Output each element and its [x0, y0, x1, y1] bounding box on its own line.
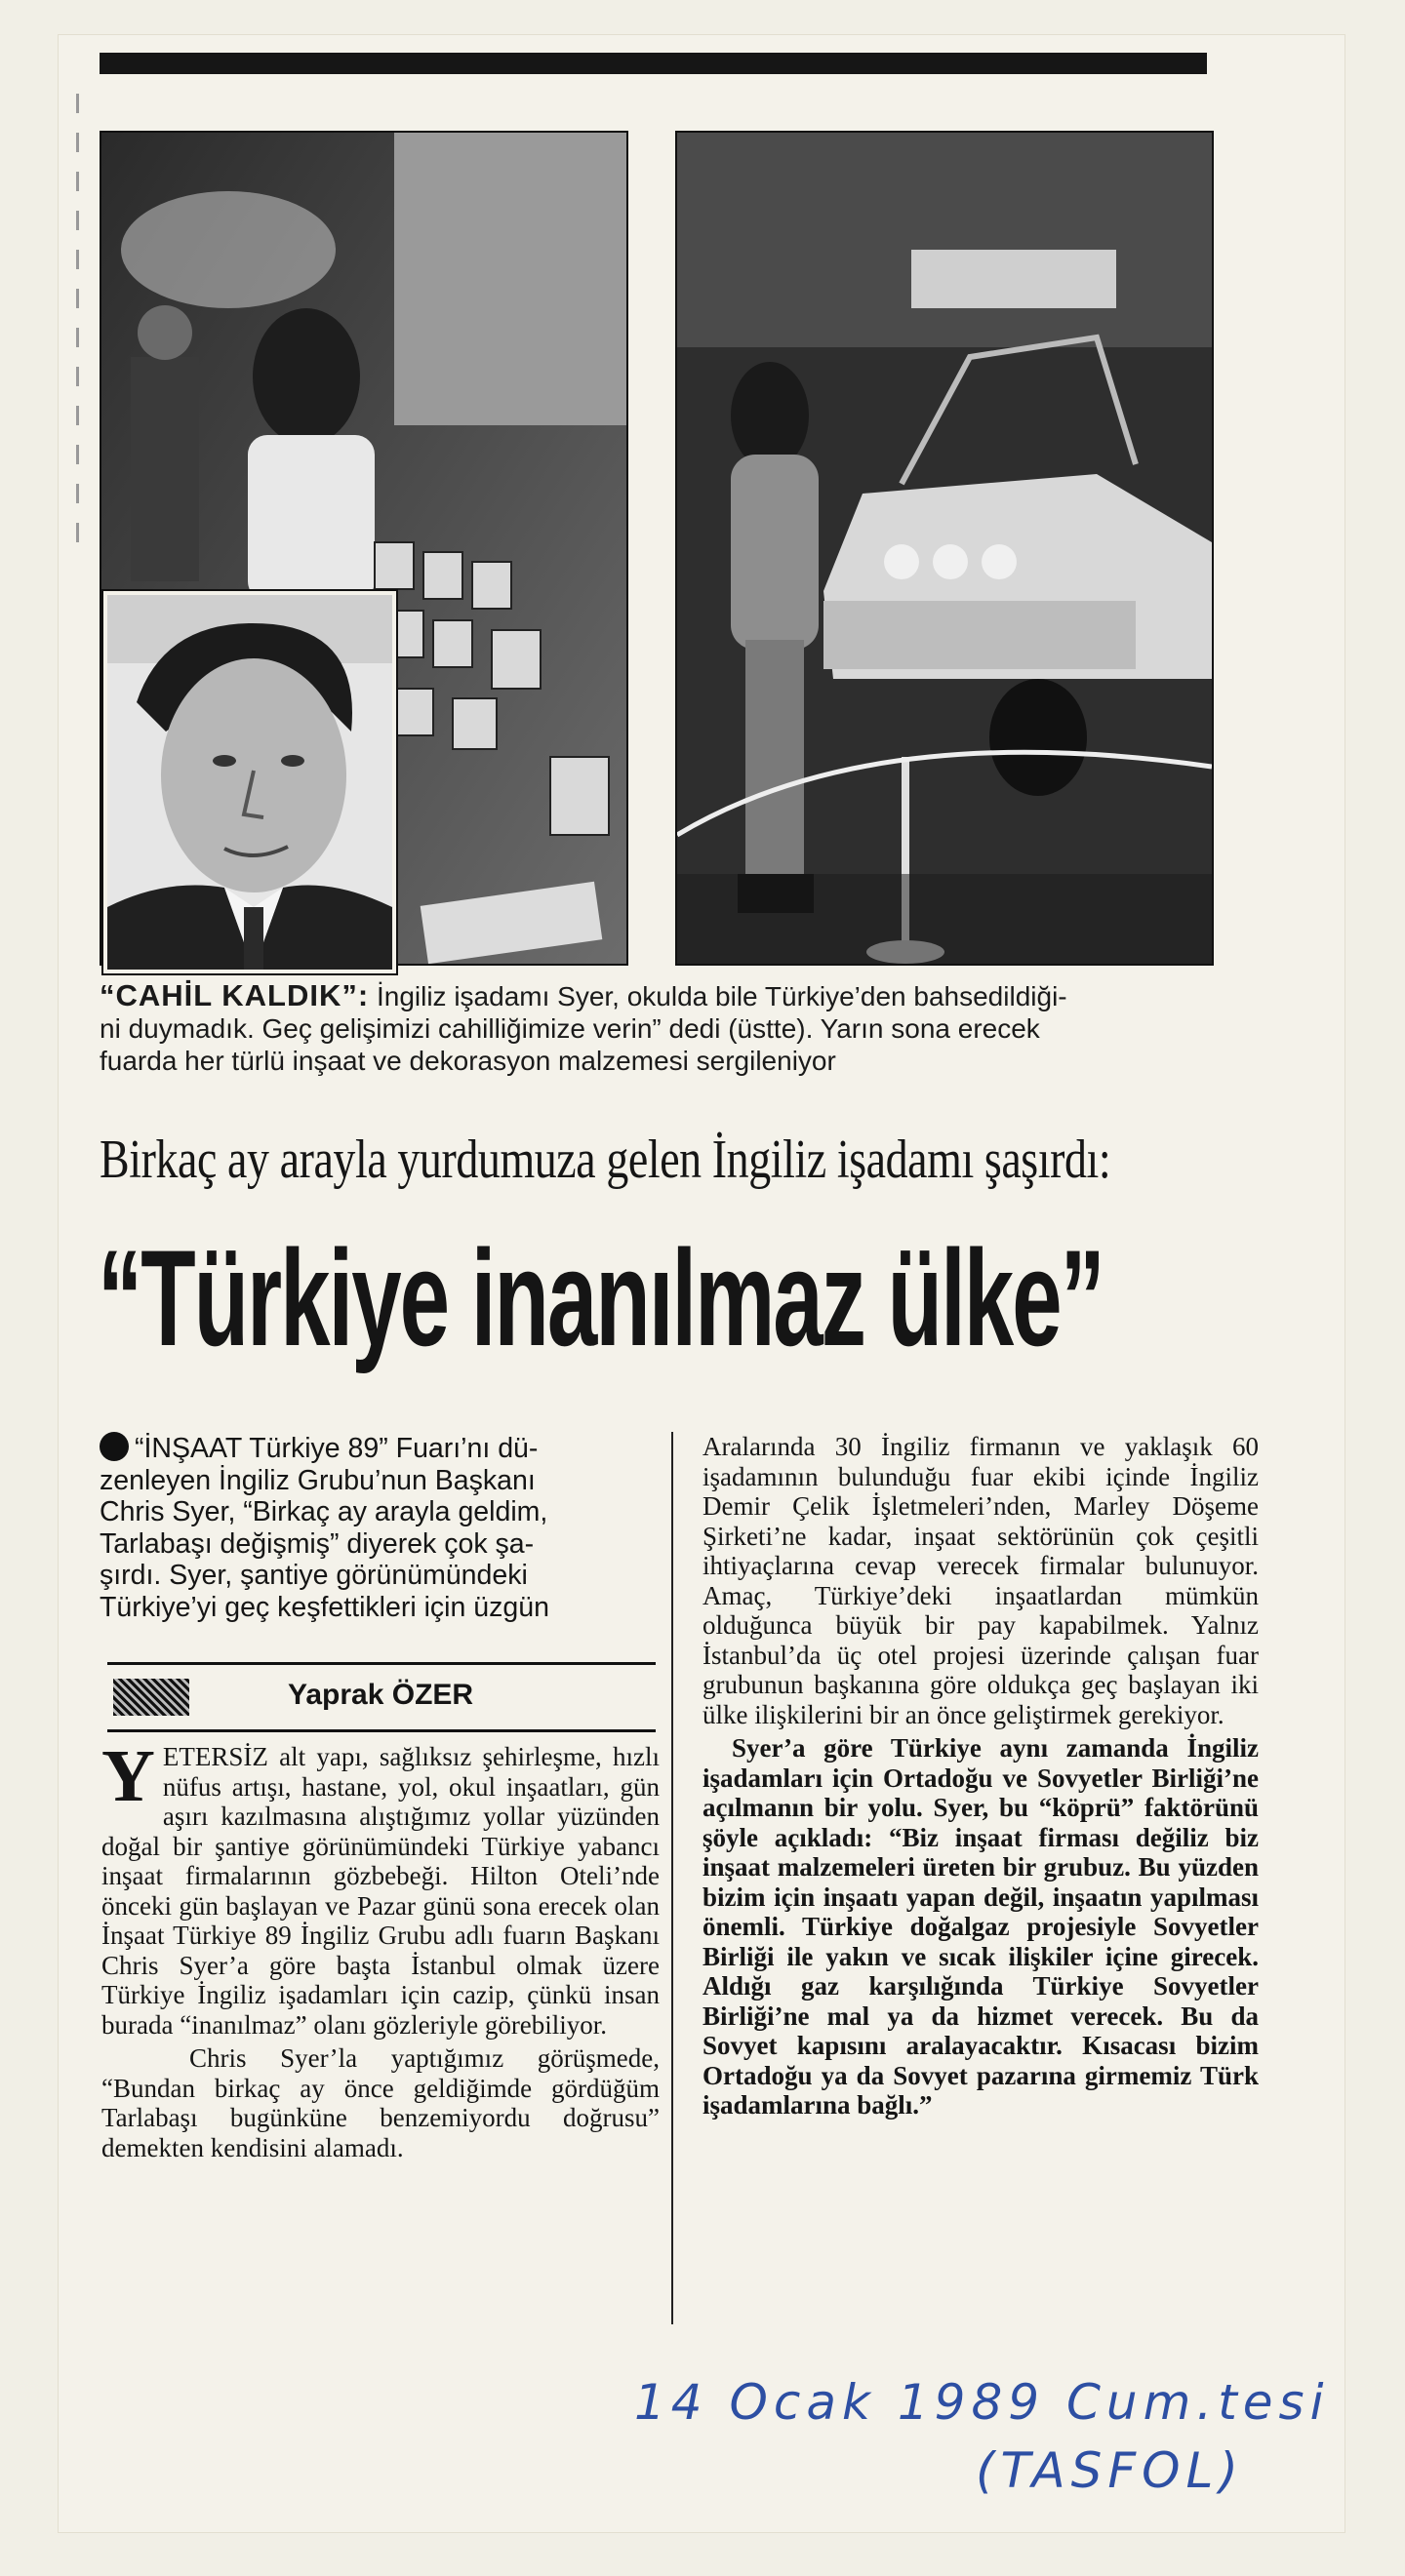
portrait-illustration [107, 595, 392, 970]
photo-caption [100, 979, 1270, 1077]
handwritten-date: 14 Ocak 1989 Cum.tesi [634, 2374, 1330, 2431]
body-column-right [702, 1432, 1259, 2120]
newspaper-clipping [59, 35, 1345, 2532]
businessman-portrait-photo [103, 591, 396, 973]
top-rule [100, 53, 1207, 74]
drop-cap: Y [101, 1735, 155, 1817]
caption-line-3: fuarda her türlü inşaat ve dekorasyon malzemesi sergileniyor [100, 1046, 836, 1076]
body-right-paragraph-2: Syer’a göre Türkiye aynı zamanda İngiliz işadamları için Ortadoğu ve Sovyetler Birliği’ne açılmanın bir yolu. Syer, bu “köprü” faktörünü şöyle açıkladı: “Biz inşaat firması değiliz biz inşaat malzemeleri üreten bir grubuz. Bu yüzden bizim için inşaatı yapan değil, inşaatın yapılması önemli. Türkiye doğalgaz projesiyle Sovyetler Birliği ile yakın ve sıcak ilişkiler içine girecek. Aldığı gaz karşılığında Türkiye Sovyetler Birliği’ne mal ya da hizmet verecek. Bu da Sovyet kapısını aralayacaktır. Kısacası bizim Ortadoğu ya da Sovyet pazarına girmemiz Türk işadamlarına bağlı.” [702, 1733, 1259, 2120]
caption-line-2: ni duymadık. Geç gelişimizi cahilliğimize verin” dedi (üstte). Yarın sona erecek [100, 1013, 1040, 1044]
lede-line-5: şırdı. Syer, şantiye görünümündeki [100, 1560, 528, 1591]
bullet-icon [100, 1432, 129, 1461]
main-headline: “Türkiye inanılmaz ülke” [98, 1221, 1104, 1374]
byline-hatch-icon [113, 1679, 189, 1716]
body-column-left [101, 1735, 660, 2162]
column-divider [671, 1432, 673, 2324]
body-left-paragraph-2: Chris Syer’la yaptığımız görüşmede, “Bundan birkaç ay önce geldiğimde gördüğüm Tarlabaşı bugünküne benzemiyordu doğrusu” demekten kendisini alamadı. [101, 2043, 660, 2162]
margin-marks [76, 94, 79, 542]
lede-line-1: “İNŞAAT Türkiye 89” Fuarı’nı dü- [135, 1433, 539, 1464]
byline-author: Yaprak ÖZER [288, 1679, 474, 1711]
lede-paragraph [100, 1432, 665, 1623]
kicker-headline: Birkaç ay arayla yurdumuza gelen İngiliz işadamı şaşırdı: [100, 1129, 1111, 1190]
handwritten-source: (TASFOL) [976, 2442, 1244, 2499]
exhibition-car-photo [675, 131, 1214, 966]
body-right-paragraph-1: Aralarında 30 İngiliz firmanın ve yaklaşık 60 işadamının bulunduğu fuar ekibi içinde İngiliz Demir Çelik İşletmeleri’nden, Marley Döşeme Şirketi’ne kadar, inşaat sektörünün çok çeşitli ihtiyaçlarına cevap verecek firmalar bulunuyor. Amaç, Türkiye’deki inşaatlardan mümkün olduğunca büyük bir pay kapabilmek. Yalnız İstanbul’da üç otel projesi üzerinde çalışan fuar grubunun başkanına göre oldukça geç başlayan iki ülke ilişkilerini bir an önce geliştirmek gerekiyor. [702, 1432, 1259, 1729]
caption-line-1: İngiliz işadamı Syer, okulda bile Türkiye’den bahsedildiği- [369, 981, 1067, 1011]
body-left-paragraph-1: ETERSİZ alt yapı, sağlıksız şehirleşme, hızlı nüfus artışı, hastane, yol, okul inşaatları, gün aşırı kazılmasına alıştığımız yollar yüzünden doğal bir şantiye görünümündeki Türkiye yabancı inşaat firmalarının gözbebeği. Hilton Oteli’nde önceki gün başlayan ve Pazar günü sona erecek olan İnşaat Türkiye 89 İngiliz Grubu adlı fuarın Başkanı Chris Syer’a göre başta İstanbul olmak üzere Türkiye İngiliz işadamları için cazip, çünkü insan burada “inanılmaz” olanı gözleriyle görebiliyor. [101, 1742, 660, 2040]
caption-lead: “CAHİL KALDIK”: [100, 978, 370, 1012]
lede-line-2: zenleyen İngiliz Grubu’nun Başkanı [100, 1464, 536, 1496]
car-photo-illustration [677, 133, 1212, 964]
byline-box [107, 1662, 656, 1732]
lede-line-6: Türkiye’yi geç keşfettikleri için üzgün [100, 1591, 549, 1623]
lede-line-3: Chris Syer, “Birkaç ay arayla geldim, [100, 1496, 548, 1527]
lede-line-4: Tarlabaşı değişmiş” diyerek çok şa- [100, 1527, 535, 1560]
